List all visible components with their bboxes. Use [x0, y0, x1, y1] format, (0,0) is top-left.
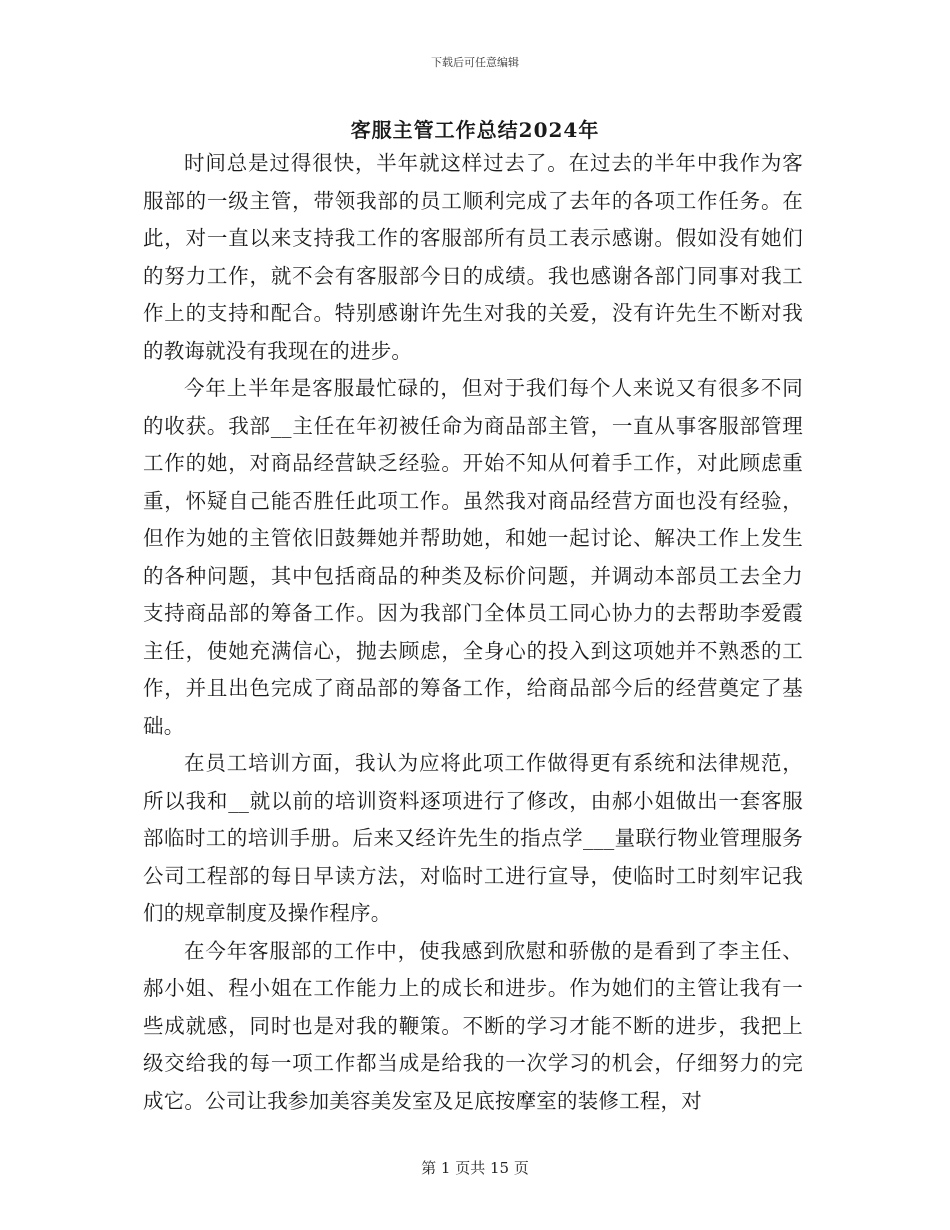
header-note: 下载后可任意编辑	[431, 56, 519, 69]
paragraph: 今年上半年是客服最忙碌的，但对于我们每个人来说又有很多不同的收获。我部__主任在年初被任命为商品部主管，一直从事客服部管理工作的她，对商品经营缺乏经验。开始不知从何着手工作，对此顾虑重重，怀疑自己能否胜任此项工作。虽然我对商品经营方面也没有经验，但作为她的主管依旧鼓舞她并帮助她，和她一起讨论、解决工作上发生的各种问题，其中包括商品的种类及标价问题，并调动本部员工去全力支持商品部的筹备工作。因为我部门全体员工同心协力的去帮助李爱霞主任，使她充满信心，抛去顾虑，全身心的投入到这项她并不熟悉的工作，并且出色完成了商品部的筹备工作，给商品部今后的经营奠定了基础。	[143, 376, 803, 738]
paragraph: 在今年客服部的工作中，使我感到欣慰和骄傲的是看到了李主任、郝小姐、程小姐在工作能力上的成长和进步。作为她们的主管让我有一些成就感，同时也是对我的鞭策。不断的学习才能不断的进步，我把上级交给我的每一项工作都当成是给我的一次学习的机会，仔细努力的完成它。公司让我参加美容美发室及足底按摩室的装修工程，对	[143, 938, 803, 1113]
paragraph: 时间总是过得很快，半年就这样过去了。在过去的半年中我作为客服部的一级主管，带领我部的员工顺利完成了去年的各项工作任务。在此，对一直以来支持我工作的客服部所有员工表示感谢。假如没有她们的努力工作，就不会有客服部今日的成绩。我也感谢各部门同事对我工作上的支持和配合。特别感谢许先生对我的关爱，没有许先生不断对我的教诲就没有我现在的进步。	[143, 151, 803, 363]
document-title: 客服主管工作总结2024年	[350, 118, 600, 142]
document-body	[143, 145, 803, 1120]
paragraph: 在员工培训方面，我认为应将此项工作做得更有系统和法律规范，所以我和__就以前的培训资料逐项进行了修改，由郝小姐做出一套客服部临时工的培训手册。后来又经许先生的指点学___量联行物业管理服务公司工程部的每日早读方法，对临时工进行宣导，使临时工时刻牢记我们的规章制度及操作程序。	[143, 751, 803, 925]
page-footer: 第 1 页共 15 页	[421, 1159, 529, 1177]
